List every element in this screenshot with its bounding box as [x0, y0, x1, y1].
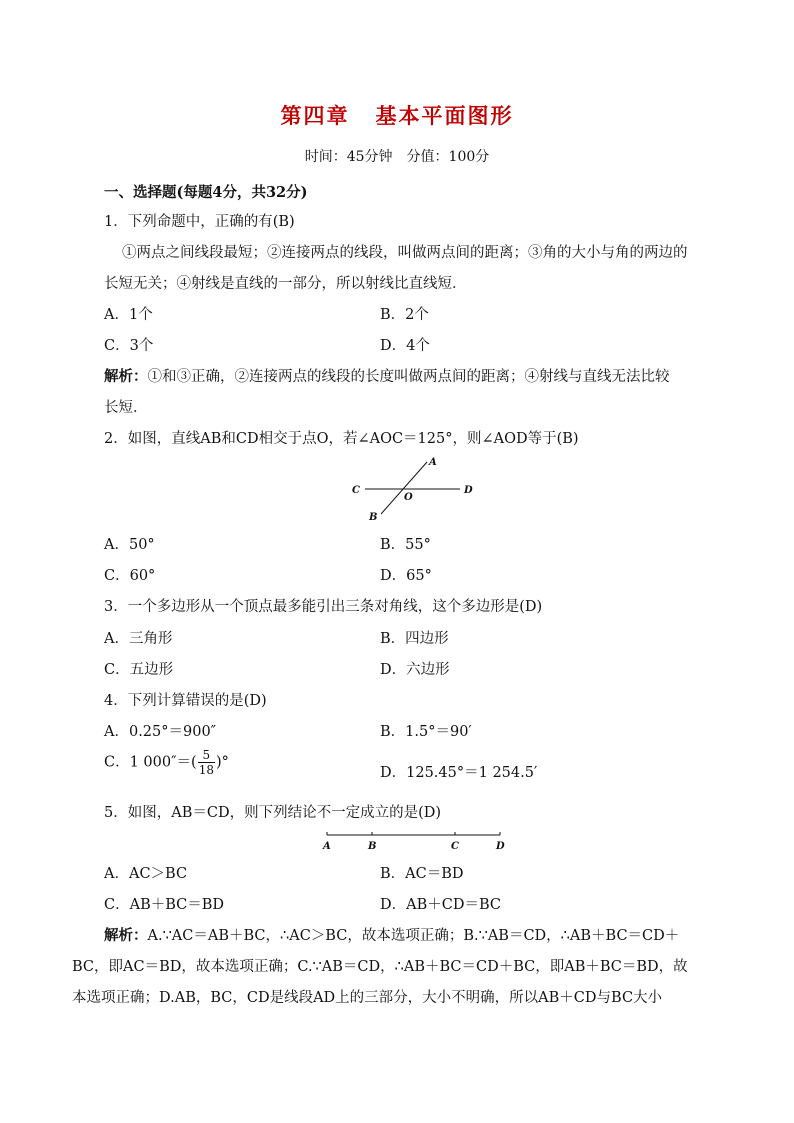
- q1-option-b: B．2个: [380, 307, 429, 323]
- q2-option-b: B．55°: [380, 537, 431, 553]
- exam-meta: [0, 146, 794, 166]
- point-label-a: A: [323, 841, 331, 852]
- q3-stem: 3．一个多边形从一个顶点最多能引出三条对角线，这个多边形是(D): [104, 599, 543, 615]
- q1-analysis-line2: 长短．: [104, 400, 148, 416]
- q2-option-c: C．60°: [104, 568, 156, 584]
- q5-analysis-line2: BC，即AC＝BD，故本选项正确；C.∵AB＝CD，∴AB＋BC＝CD＋BC，即AB＋BC＝BD，故: [72, 959, 688, 975]
- fraction-numerator: 5: [198, 748, 215, 763]
- q4-option-c: [104, 748, 229, 777]
- total-score: 分值：100分: [406, 149, 490, 165]
- q5-option-d: D．AB＋CD＝BC: [380, 897, 501, 913]
- chapter-name: 基本平面图形: [375, 103, 514, 128]
- point-label-d: D: [496, 841, 505, 852]
- q2-figure-intersecting-lines: [345, 452, 485, 524]
- q5-figure-segment: [318, 826, 510, 854]
- q5-stem: 5．如图，AB＝CD，则下列结论不一定成立的是(D): [104, 805, 442, 821]
- time-limit: 时间：45分钟: [304, 149, 393, 165]
- point-label-b: B: [369, 512, 378, 523]
- q3-option-b: B．四边形: [380, 631, 449, 647]
- point-label-d: D: [464, 485, 473, 496]
- q4-stem: 4．下列计算错误的是(D): [104, 693, 267, 709]
- q5-analysis-text: A.∵AC＝AB＋BC，∴AC＞BC，故本选项正确；B.∵AB＝CD，∴AB＋BC＝CD＋: [147, 928, 680, 944]
- q1-body-line2: 长短无关；④射线是直线的一部分，所以射线比直线短．: [104, 276, 467, 292]
- q4-option-c-fraction: [198, 748, 215, 777]
- q3-option-c: C．五边形: [104, 662, 174, 678]
- q1-body-line1: ①两点之间线段最短；②连接两点的线段，叫做两点间的距离；③角的大小与角的两边的: [122, 245, 688, 261]
- q2-option-d: D．65°: [380, 568, 432, 584]
- fraction-denominator: 18: [198, 763, 214, 777]
- q1-option-d: D．4个: [380, 338, 430, 354]
- q5-analysis-label: 解析：: [104, 927, 148, 944]
- point-label-o: O: [404, 492, 413, 503]
- q4-option-d: D．125.45°＝1 254.5′: [380, 765, 538, 781]
- q2-stem: 2．如图，直线AB和CD相交于点O，若∠AOC＝125°，则∠AOD等于(B): [104, 431, 579, 447]
- q5-option-b: B．AC＝BD: [380, 866, 464, 882]
- point-label-c: C: [451, 841, 459, 852]
- point-label-c: C: [352, 485, 360, 496]
- q1-option-a: A．1个: [104, 307, 153, 323]
- q3-option-d: D．六边形: [380, 662, 450, 678]
- q5-analysis-line3: 本选项正确；D.AB，BC，CD是线段AD上的三部分，大小不明确，所以AB＋CD与BC大小: [72, 990, 663, 1006]
- q4-option-c-prefix: C．1 000″＝(: [104, 754, 197, 771]
- point-label-a: A: [429, 457, 437, 468]
- q1-option-c: C．3个: [104, 338, 154, 354]
- point-label-b: B: [368, 841, 377, 852]
- q5-option-a: A．AC＞BC: [104, 866, 188, 882]
- q4-option-b: B．1.5°＝90′: [380, 724, 472, 740]
- q2-option-a: A．50°: [104, 537, 155, 553]
- q3-option-a: A．三角形: [104, 631, 173, 647]
- chapter-number: 第四章: [280, 103, 350, 128]
- chapter-title: [0, 100, 794, 130]
- q4-option-c-suffix: )°: [215, 754, 229, 771]
- q4-option-a: A．0.25°＝900″: [104, 724, 217, 740]
- q1-analysis-line1: [104, 365, 670, 386]
- q1-stem: 1．下列命题中，正确的有(B): [104, 214, 295, 230]
- q1-analysis-text: ①和③正确，②连接两点的线段的长度叫做两点间的距离；④射线与直线无法比较: [147, 369, 670, 385]
- q5-option-c: C．AB＋BC＝BD: [104, 897, 225, 913]
- section-title: 一、选择题(每题4分，共32分): [104, 184, 308, 201]
- q5-analysis-line1: [104, 924, 679, 945]
- q1-analysis-label: 解析：: [104, 368, 148, 385]
- line-ab: [381, 462, 427, 514]
